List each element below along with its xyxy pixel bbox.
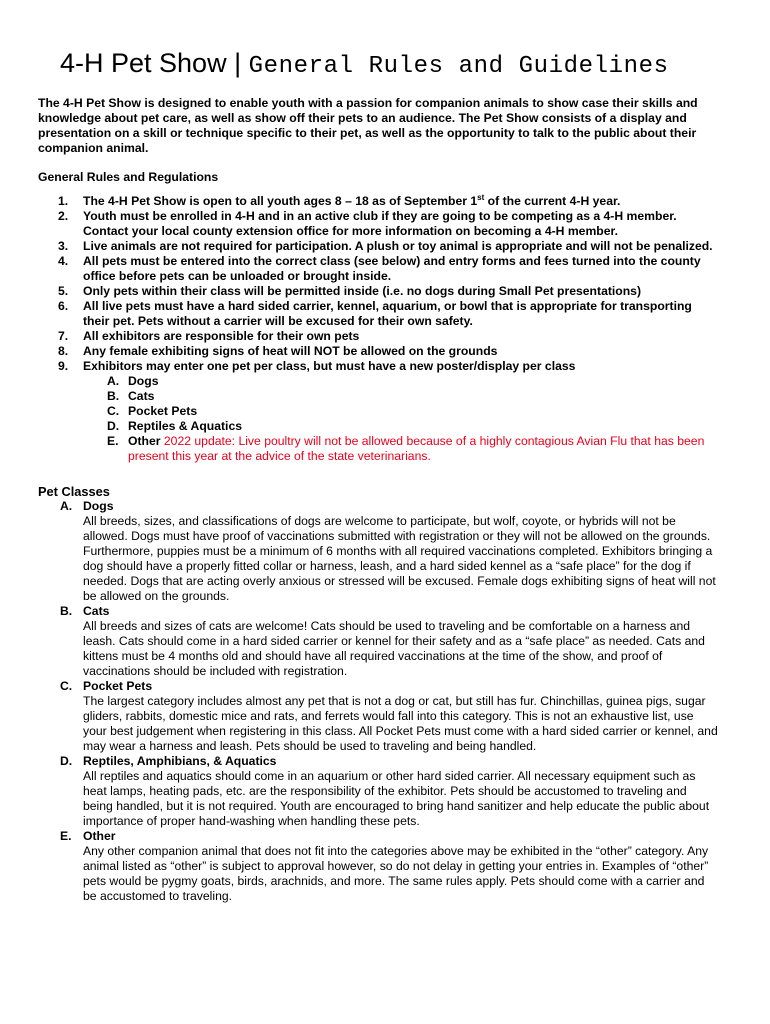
sublist-item [83, 404, 718, 419]
pet-classes-heading: Pet Classes [38, 484, 110, 499]
sublist-label: Other [128, 434, 161, 448]
rule-number: 9. [58, 359, 69, 373]
rule-text: All exhibitors are responsible for their own pets [83, 329, 360, 343]
rule-number: 6. [58, 299, 69, 313]
pet-class-item [38, 754, 718, 829]
rule-item [38, 344, 718, 359]
class-sublist [83, 374, 718, 464]
rules-list [38, 194, 718, 464]
rule-item [38, 329, 718, 344]
pet-class-item [38, 829, 718, 904]
rule-item [38, 254, 718, 284]
rule-superscript: st [477, 192, 485, 202]
page-title [60, 48, 669, 80]
pet-class-item [38, 679, 718, 754]
sublist-item [83, 434, 718, 464]
sublist-item [83, 374, 718, 389]
title-main: 4-H Pet Show | [60, 48, 249, 78]
sublist-letter: D. [107, 419, 120, 433]
sublist-letter: C. [107, 404, 120, 418]
rule-text: All live pets must have a hard sided carrier, kennel, aquarium, or bowl that is appropriate for transporting their pet. Pets without a carrier will be excused for their own safety. [83, 299, 692, 328]
class-letter: B. [60, 604, 73, 618]
rule-text: Any female exhibiting signs of heat will NOT be allowed on the grounds [83, 344, 498, 358]
sublist-letter: B. [107, 389, 120, 403]
sublist-item [83, 419, 718, 434]
class-letter: E. [60, 829, 72, 843]
class-description: All breeds, sizes, and classifications of dogs are welcome to participate, but wolf, coyote, or hybrids will not be allowed. Dogs must have proof of vaccinations submitted with registration or they will not be allowed on the grounds. Furthermore, puppies must be a minimum of 6 months with all required vaccinations completed. Exhibitors bringing a dog should have a properly fitted collar or harness, leash, and a hard sided kennel as a “safe place” for the dog if needed. Dogs that are acting overly anxious or stressed will be excused. Female dogs exhibiting signs of heat will not be allowed on the grounds. [83, 514, 716, 603]
class-name: Reptiles, Amphibians, & Aquatics [83, 754, 277, 768]
rule-item [38, 359, 718, 464]
class-name: Pocket Pets [83, 679, 153, 693]
rule-number: 4. [58, 254, 69, 268]
class-letter: D. [60, 754, 73, 768]
class-letter: C. [60, 679, 73, 693]
rule-item [38, 194, 718, 209]
rule-item [38, 209, 718, 239]
rule-text: Exhibitors may enter one pet per class, but must have a new poster/display per class [83, 359, 576, 373]
class-description: The largest category includes almost any pet that is not a dog or cat, but still has fur. Chinchillas, guinea pigs, sugar gliders, rabbits, domestic mice and rats, and ferrets would fall into this category. This is not an exhaustive list, use your best judgement when registering in this class. All Pocket Pets must come with a hard sided carrier or kennel, and may wear a harness and leash. Pets should be used to traveling and being handled. [83, 694, 718, 753]
class-name: Other [83, 829, 116, 843]
class-description: Any other companion animal that does not fit into the categories above may be exhibited in the “other” category. Any animal listed as “other” is subject to approval however, so do not delay in getting your entries in. Examples of “other” pets would be pygmy goats, birds, arachnids, and more. The same rules apply. Pets should come with a carrier and be accustomed to traveling. [83, 844, 709, 903]
sublist-letter: E. [107, 434, 119, 448]
rule-text: All pets must be entered into the correct class (see below) and entry forms and fees turned into the county office before pets can be unloaded or brought inside. [83, 254, 701, 283]
intro-paragraph: The 4-H Pet Show is designed to enable youth with a passion for companion animals to show case their skills and knowledge about pet care, as well as show off their pets to an audience. The Pet Show consists of a display and presentation on a skill or technique specific to their pet, as well as the opportunity to talk to the public about their companion animal. [38, 96, 698, 155]
rule-number: 2. [58, 209, 69, 223]
rule-text: Youth must be enrolled in 4-H and in an active club if they are going to be competing as a 4-H member. Contact your local county extension office for more information on becoming a 4-H member. [83, 209, 677, 238]
pet-classes-list [38, 499, 718, 904]
rule-text: of the current 4-H year. [484, 194, 621, 208]
rule-number: 7. [58, 329, 69, 343]
sublist-label: Reptiles & Aquatics [128, 419, 243, 433]
rule-item [38, 299, 718, 329]
class-name: Dogs [83, 499, 114, 513]
sublist-label: Cats [128, 389, 155, 403]
pet-class-item [38, 604, 718, 679]
sublist-letter: A. [107, 374, 120, 388]
sublist-item [83, 389, 718, 404]
rule-number: 1. [58, 194, 69, 208]
class-letter: A. [60, 499, 73, 513]
poultry-update-note: 2022 update: Live poultry will not be allowed because of a highly contagious Avian Flu that has been present this year at the advice of the state veterinarians. [128, 434, 705, 463]
rule-text: Only pets within their class will be permitted inside (i.e. no dogs during Small Pet presentations) [83, 284, 642, 298]
rule-item [38, 284, 718, 299]
sublist-label: Dogs [128, 374, 159, 388]
class-description: All breeds and sizes of cats are welcome! Cats should be used to traveling and be comfortable on a harness and leash. Cats should come in a hard sided carrier or kennel for their safety and as a “safe place” as needed. Cats and kittens must be 4 months old and should have all required vaccinations at the time of the show, and proof of vaccinations should be included with registration. [83, 619, 705, 678]
rule-text: Live animals are not required for participation. A plush or toy animal is appropriate and will not be penalized. [83, 239, 713, 253]
rule-number: 3. [58, 239, 69, 253]
title-sub: General Rules and Guidelines [248, 53, 669, 80]
rule-number: 5. [58, 284, 69, 298]
rule-number: 8. [58, 344, 69, 358]
class-description: All reptiles and aquatics should come in an aquarium or other hard sided carrier. All necessary equipment such as heat lamps, heating pads, etc. are the responsibility of the exhibitor. Pets should be accustomed to traveling and being handled, but it is not required. Youth are encouraged to bring hand sanitizer and help educate the public about importance of proper hand-washing when handling these pets. [83, 769, 710, 828]
sublist-label: Pocket Pets [128, 404, 198, 418]
rule-text: The 4-H Pet Show is open to all youth ages 8 – 18 as of September 1 [83, 194, 478, 208]
general-rules-heading: General Rules and Regulations [38, 170, 219, 184]
class-name: Cats [83, 604, 110, 618]
pet-class-item [38, 499, 718, 604]
rule-item [38, 239, 718, 254]
